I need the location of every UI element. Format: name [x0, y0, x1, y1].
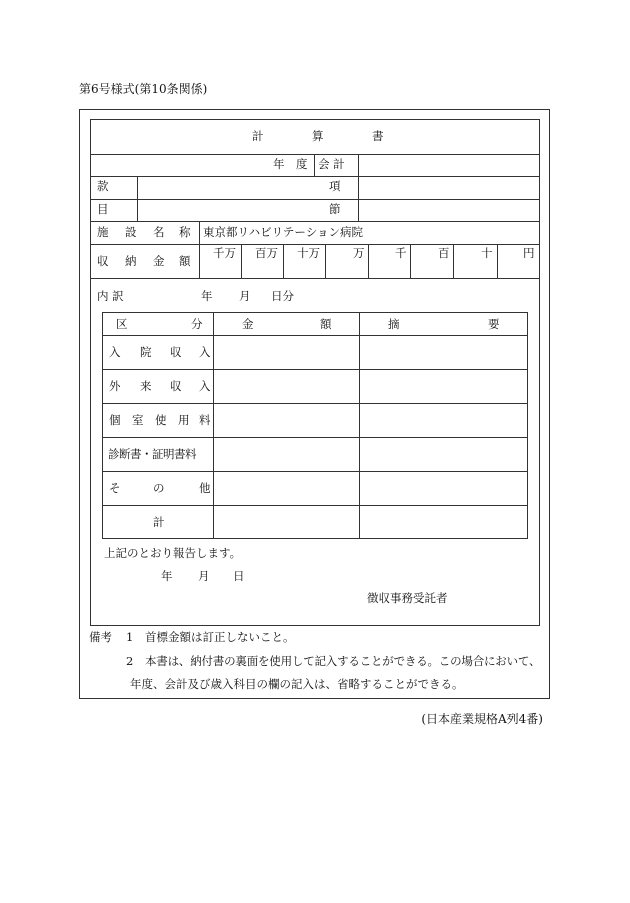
- fiscal-do: 度: [296, 157, 308, 171]
- item-koshitsu-3: 使: [155, 413, 167, 427]
- item-koshitsu-5: 料: [199, 413, 211, 427]
- paper-standard: (日本産業規格A列4番): [421, 712, 543, 726]
- breakdown-tsuki: 月: [239, 289, 251, 303]
- facility-label-3: 名: [153, 225, 165, 239]
- header-kubun-1: 区: [116, 317, 128, 331]
- kou-label: 項: [329, 179, 341, 193]
- amount-label-2: 納: [125, 254, 137, 268]
- facility-name: 東京都リハビリテーション病院: [203, 225, 363, 239]
- signatory: 徴収事務受託者: [367, 591, 448, 605]
- title-char-1: 計: [252, 129, 264, 143]
- item-sonota-2: の: [153, 481, 165, 495]
- notes-label: 備考: [89, 630, 112, 644]
- unit-en: 円: [523, 246, 535, 260]
- unit-man: 万: [353, 246, 365, 260]
- item-nyuin-4: 入: [199, 345, 211, 359]
- breakdown-nen: 年: [201, 289, 213, 303]
- breakdown-table: [102, 312, 528, 539]
- note-1-text: 首標金額は訂正しないこと。: [145, 630, 295, 644]
- unit-senman: 千万: [213, 246, 236, 260]
- breakdown-bun: 日分: [271, 289, 294, 303]
- amount-label-4: 額: [179, 254, 191, 268]
- item-shindansho: 診断書・証明書料: [108, 447, 196, 461]
- item-sonota-3: 他: [199, 481, 211, 495]
- header-tekiyo-2: 要: [488, 317, 500, 331]
- report-text: 上記のとおり報告します。: [104, 546, 242, 560]
- amount-label-3: 金: [153, 254, 165, 268]
- item-koshitsu-4: 用: [178, 413, 190, 427]
- form-number: 第6号様式(第10条関係): [79, 82, 208, 96]
- facility-label-1: 施: [97, 225, 109, 239]
- item-gairai-2: 来: [140, 379, 152, 393]
- unit-hyakuman: 百万: [255, 246, 278, 260]
- header-kubun-2: 分: [191, 317, 203, 331]
- title-char-3: 書: [372, 129, 384, 143]
- item-nyuin-1: 入: [109, 345, 121, 359]
- note-2-cont: 年度、会計及び歳入科目の欄の記入は、省略することができる。: [130, 677, 464, 691]
- unit-juman: 十万: [297, 246, 320, 260]
- header-tekiyo-1: 摘: [388, 317, 400, 331]
- breakdown-label: 内 訳: [97, 289, 124, 303]
- date-hi: 日: [233, 569, 245, 583]
- note-2-text: 本書は、納付書の裏面を使用して記入することができる。この場合において、: [145, 654, 541, 668]
- date-nen: 年: [161, 569, 173, 583]
- fiscal-kaikei: 会 計: [318, 157, 345, 171]
- item-koshitsu-1: 個: [109, 413, 121, 427]
- kan-label: 款: [97, 179, 109, 193]
- facility-label-2: 設: [125, 225, 137, 239]
- setsu-label: 節: [329, 202, 341, 216]
- moku-label: 目: [97, 202, 109, 216]
- note-2-num: 2: [126, 654, 134, 668]
- item-nyuin-2: 院: [140, 345, 152, 359]
- item-gairai-1: 外: [109, 379, 121, 393]
- unit-sen: 千: [395, 246, 407, 260]
- facility-label-4: 称: [179, 225, 191, 239]
- title-char-2: 算: [312, 129, 324, 143]
- item-gairai-4: 入: [199, 379, 211, 393]
- header-kingaku-2: 額: [320, 317, 332, 331]
- item-gairai-3: 収: [170, 379, 182, 393]
- item-koshitsu-2: 室: [132, 413, 144, 427]
- header-kingaku-1: 金: [242, 317, 254, 331]
- item-kei: 計: [153, 515, 165, 529]
- unit-hyaku: 百: [438, 246, 450, 260]
- fiscal-nen: 年: [273, 157, 285, 171]
- note-1-num: 1: [126, 630, 134, 644]
- date-tsuki: 月: [198, 569, 210, 583]
- item-nyuin-3: 収: [170, 345, 182, 359]
- item-sonota-1: そ: [109, 481, 121, 495]
- amount-label-1: 収: [97, 254, 109, 268]
- unit-ju: 十: [481, 246, 493, 260]
